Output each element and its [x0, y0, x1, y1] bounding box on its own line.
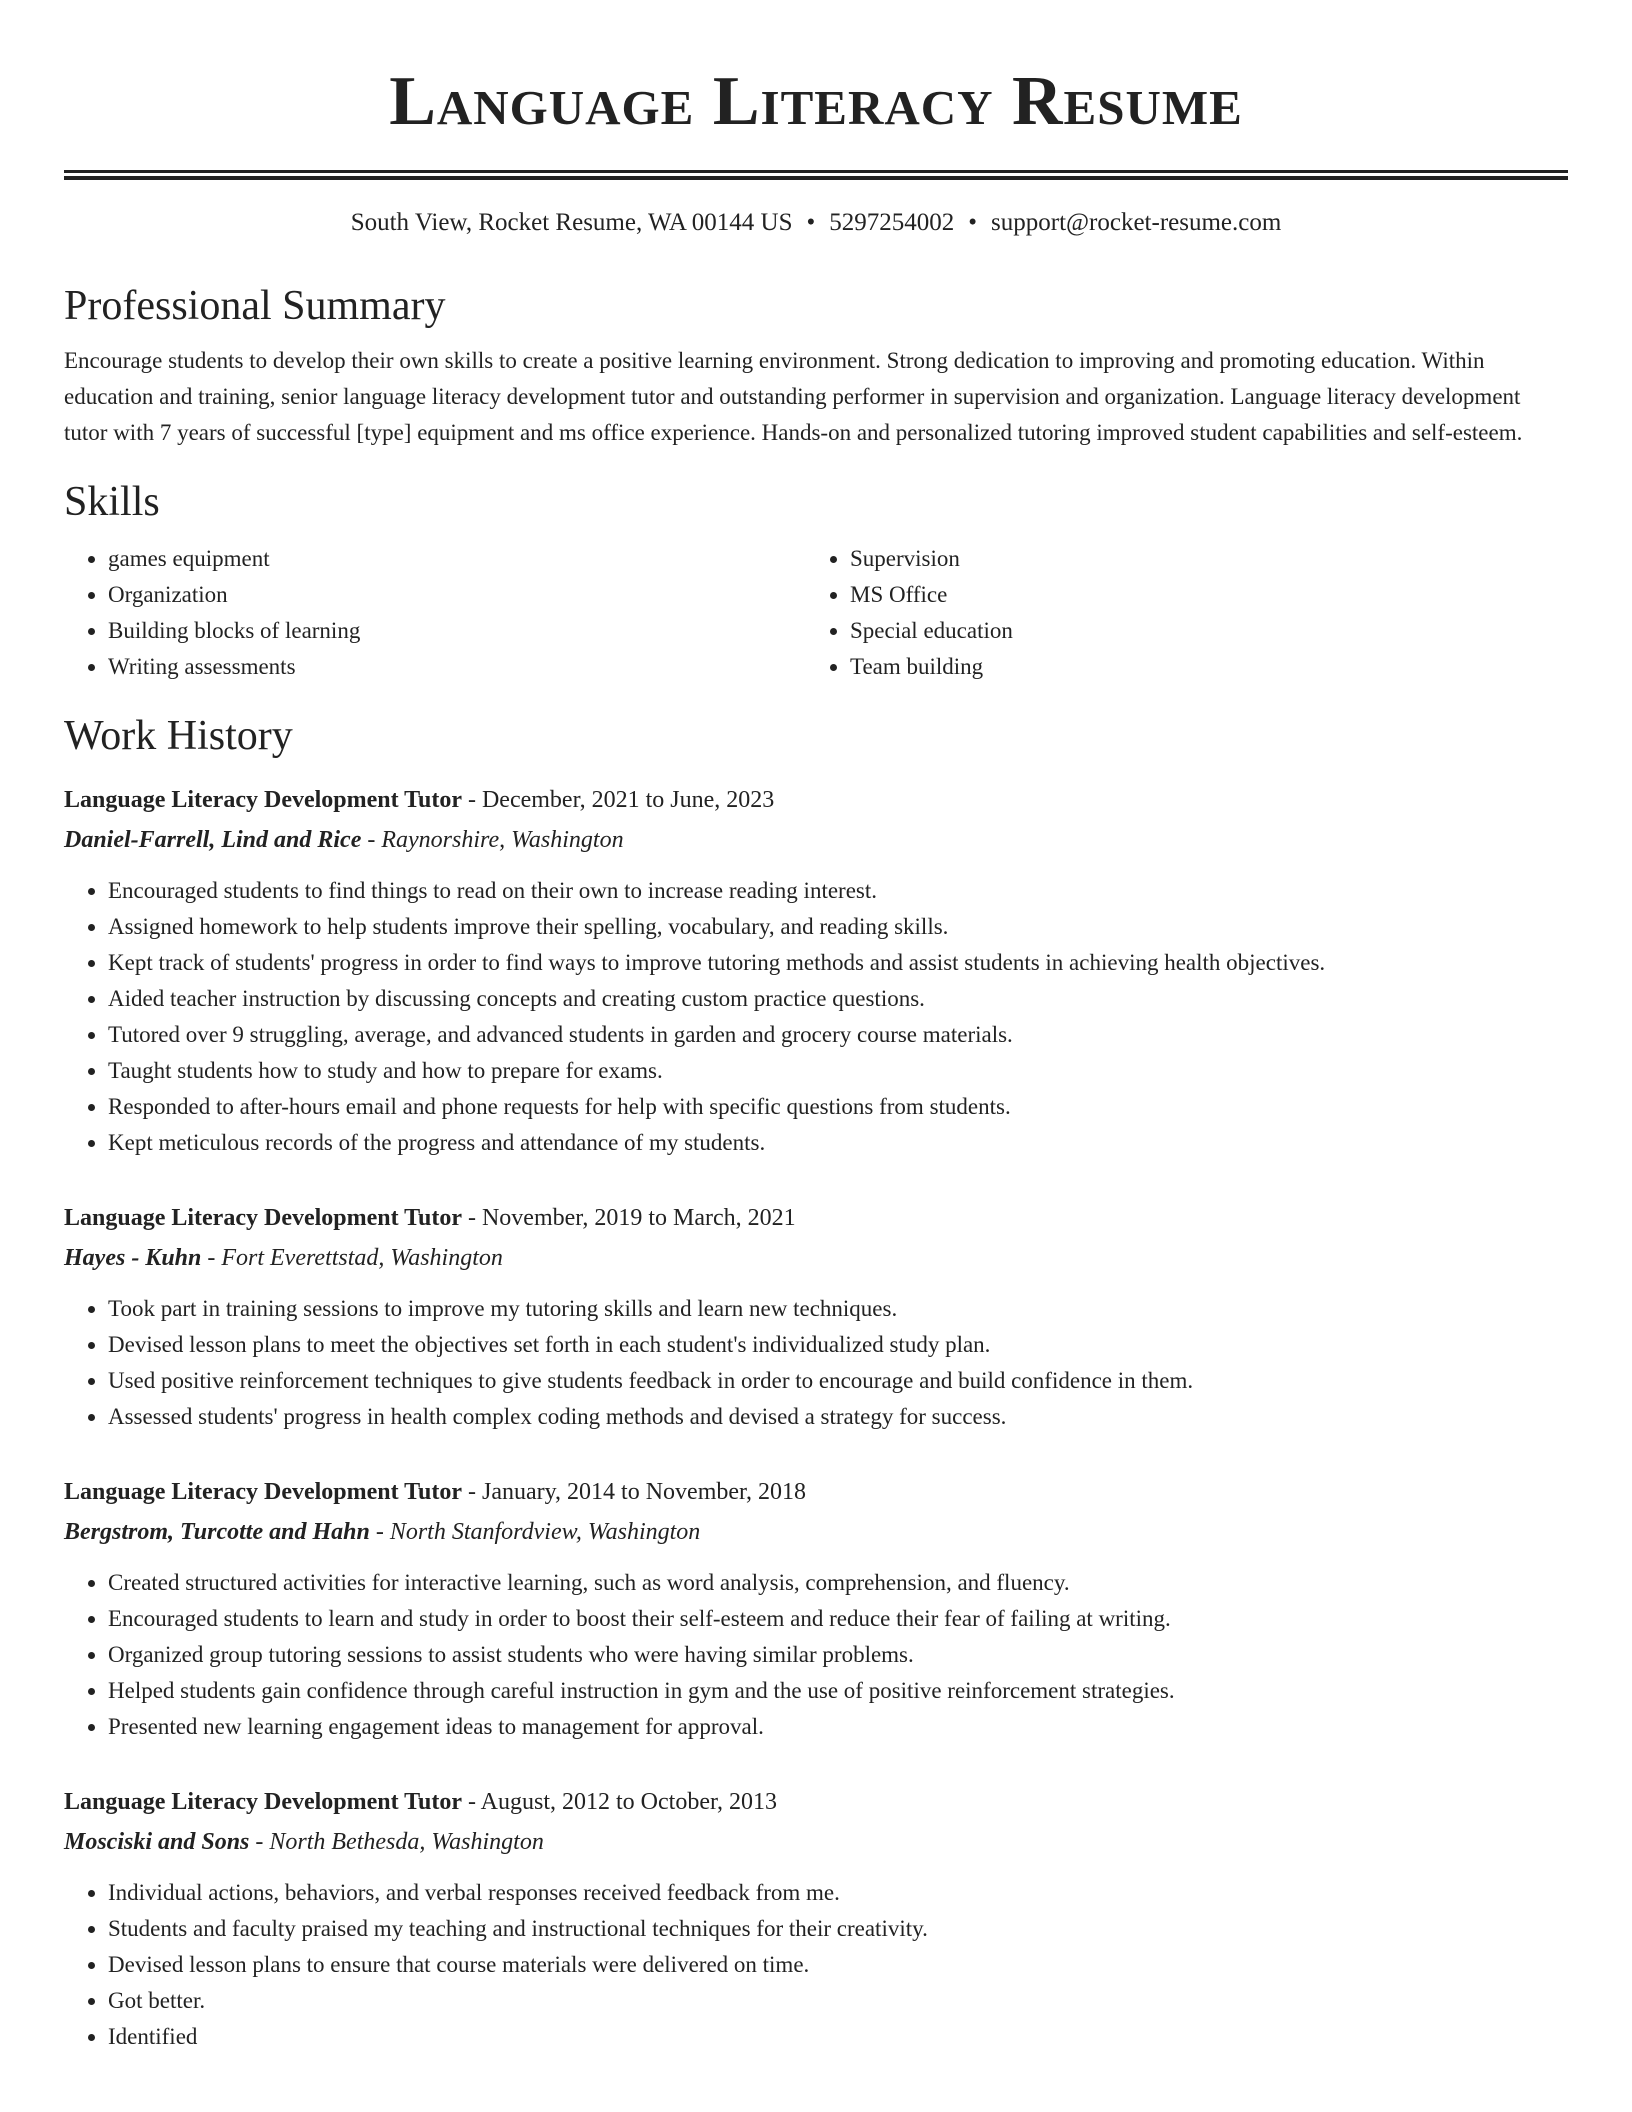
job-bullets [64, 873, 1568, 1161]
contact-line [64, 207, 1568, 239]
job-entry [64, 1783, 1568, 2055]
resume-page [64, 0, 1568, 2055]
job-bullets [64, 1875, 1568, 2055]
job-bullets [64, 1291, 1568, 1435]
job-bullet: • Tutored over 9 struggling, average, and advanced students in garden and grocery course materials. [108, 1017, 1568, 1053]
job-bullet: • Encouraged students to learn and study in order to boost their self-esteem and reduce their fear of failing at writing. [108, 1601, 1568, 1637]
job-location: - North Stanfordview, Washington [369, 1519, 701, 1545]
job-dates: - August, 2012 to October, 2013 [461, 1789, 777, 1815]
skill-item: • MS Office [850, 577, 1548, 613]
skills-heading: Skills [64, 479, 160, 525]
job-bullet: • Responded to after-hours email and phone requests for help with specific questions from students. [108, 1089, 1568, 1125]
job-role: Language Literacy Development Tutor [64, 787, 462, 813]
job-bullet: • Aided teacher instruction by discussing concepts and creating custom practice questions. [108, 981, 1568, 1017]
job-bullet: • Presented new learning engagement ideas to management for approval. [108, 1709, 1568, 1745]
job-bullet: • Assessed students' progress in health complex coding methods and devised a strategy for success. [108, 1399, 1568, 1435]
job-bullet: • Identified [108, 2019, 1568, 2055]
job-company-line [64, 821, 1568, 859]
job-location: - Fort Everettstad, Washington [201, 1245, 503, 1271]
job-bullet: • Got better. [108, 1983, 1568, 2019]
summary-text: Encourage students to develop their own skills to create a positive learning environment. Strong dedication to improving and promoting education. Within education and training, senior language literacy development tutor and outstanding performer in supervision and organization. Language literacy development tutor with 7 years of successful [type] equipment and ms office experience. Hands-on and personalized tutoring improved student capabilities and self-esteem. [64, 348, 1523, 445]
skill-item: • games equipment [108, 541, 806, 577]
skill-item: • Writing assessments [108, 649, 806, 685]
contact-separator: • [806, 209, 816, 236]
job-role: Language Literacy Development Tutor [64, 1789, 462, 1815]
work-history-heading: Work History [64, 713, 293, 759]
job-bullet: • Devised lesson plans to meet the objectives set forth in each student's individualized study plan. [108, 1327, 1568, 1363]
job-bullet: • Kept meticulous records of the progress and attendance of my students. [108, 1125, 1568, 1161]
job-role: Language Literacy Development Tutor [64, 1479, 462, 1505]
job-company-line [64, 1239, 1568, 1277]
job-bullet: • Created structured activities for interactive learning, such as word analysis, comprehension, and fluency. [108, 1565, 1568, 1601]
job-company: Hayes - Kuhn [64, 1245, 202, 1271]
job-dates: - December, 2021 to June, 2023 [461, 787, 775, 813]
job-location: - Raynorshire, Washington [361, 827, 624, 853]
job-bullet: • Kept track of students' progress in order to find ways to improve tutoring methods and assist students in achieving health objectives. [108, 945, 1568, 981]
job-bullet: • Took part in training sessions to improve my tutoring skills and learn new techniques. [108, 1291, 1568, 1327]
job-title-line [64, 781, 1568, 819]
job-company-line [64, 1513, 1568, 1551]
job-company: Daniel-Farrell, Lind and Rice [64, 827, 362, 853]
skills-columns [64, 541, 1568, 685]
job-bullet: • Individual actions, behaviors, and verbal responses received feedback from me. [108, 1875, 1568, 1911]
title-divider [64, 170, 1568, 180]
job-dates: - January, 2014 to November, 2018 [461, 1479, 807, 1505]
job-company-line [64, 1823, 1568, 1861]
summary-heading: Professional Summary [64, 283, 446, 329]
resume-title: Language Literacy Resume [389, 63, 1243, 140]
job-bullet: • Devised lesson plans to ensure that course materials were delivered on time. [108, 1947, 1568, 1983]
skill-item: • Building blocks of learning [108, 613, 806, 649]
skill-item: • Special education [850, 613, 1548, 649]
skill-item: • Team building [850, 649, 1548, 685]
job-bullet: • Organized group tutoring sessions to assist students who were having similar problems. [108, 1637, 1568, 1673]
job-bullet: • Taught students how to study and how to prepare for exams. [108, 1053, 1568, 1089]
job-bullets [64, 1565, 1568, 1745]
skills-right-list [806, 541, 1548, 685]
job-title-line [64, 1783, 1568, 1821]
job-bullet: • Assigned homework to help students improve their spelling, vocabulary, and reading skills. [108, 909, 1568, 945]
job-location: - North Bethesda, Washington [249, 1829, 544, 1855]
job-bullet: • Helped students gain confidence through careful instruction in gym and the use of positive reinforcement strategies. [108, 1673, 1568, 1709]
contact-address: South View, Rocket Resume, WA 00144 US [350, 209, 793, 236]
job-bullet: • Encouraged students to find things to read on their own to increase reading interest. [108, 873, 1568, 909]
job-entry [64, 781, 1568, 1161]
skill-item: • Supervision [850, 541, 1548, 577]
contact-separator: • [968, 209, 978, 236]
skills-left-list [64, 541, 806, 685]
job-dates: - November, 2019 to March, 2021 [461, 1205, 796, 1231]
job-role: Language Literacy Development Tutor [64, 1205, 462, 1231]
skill-item: • Organization [108, 577, 806, 613]
job-title-line [64, 1473, 1568, 1511]
contact-phone: 5297254002 [829, 209, 955, 236]
job-title-line [64, 1199, 1568, 1237]
job-company: Bergstrom, Turcotte and Hahn [64, 1519, 370, 1545]
job-entry [64, 1199, 1568, 1435]
job-company: Mosciski and Sons [64, 1829, 250, 1855]
job-entry [64, 1473, 1568, 1745]
job-bullet: • Students and faculty praised my teaching and instructional techniques for their creativity. [108, 1911, 1568, 1947]
contact-email: support@rocket-resume.com [991, 209, 1282, 236]
job-bullet: • Used positive reinforcement techniques to give students feedback in order to encourage and build confidence in them. [108, 1363, 1568, 1399]
